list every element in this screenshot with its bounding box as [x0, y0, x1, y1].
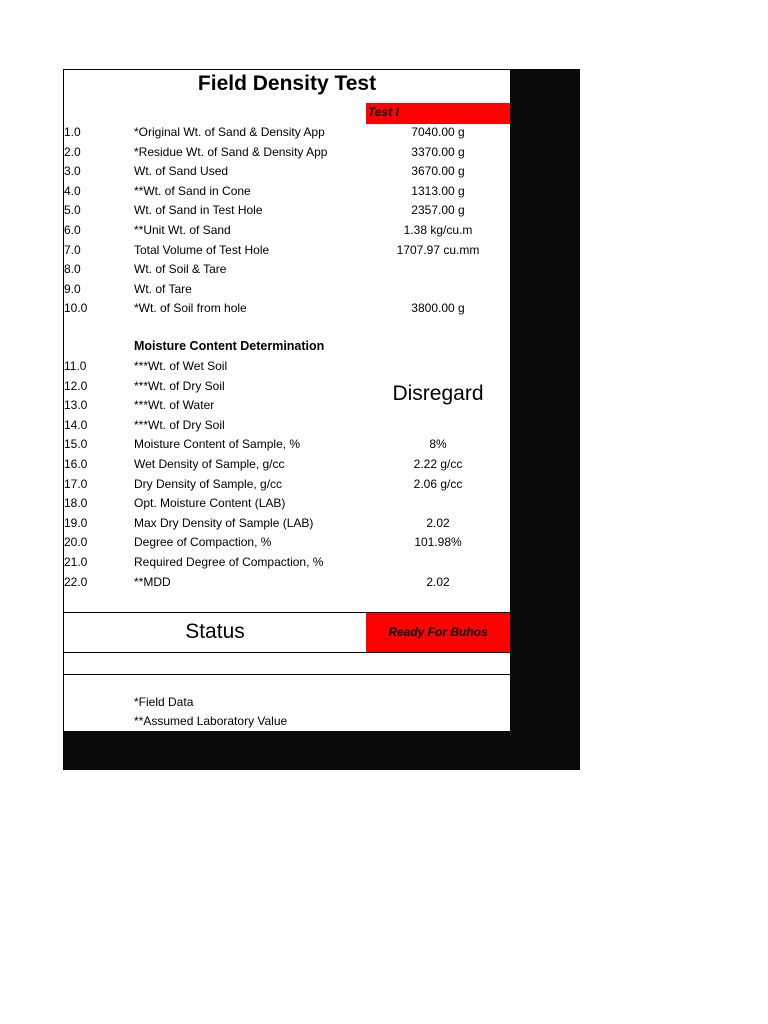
row-number: 21.0 [64, 555, 88, 569]
row-number: 14.0 [64, 417, 88, 432]
row-number: 3.0 [64, 164, 81, 179]
row-value: 1707.97 cu.mm [396, 242, 480, 257]
row-number: 19.0 [64, 515, 88, 530]
table-row [64, 455, 510, 474]
table-row [64, 182, 510, 201]
row-value: 2.06 g/cc [413, 476, 463, 491]
empty-row [64, 653, 510, 675]
table-row [64, 357, 510, 376]
row-label: Total Volume of Test Hole [134, 242, 270, 257]
row-value: 1.38 kg/cu.m [403, 223, 473, 237]
row-number: 16.0 [64, 457, 88, 471]
status-value: Ready For Buhos [366, 613, 510, 652]
row-number: 1.0 [64, 125, 81, 139]
row-number: 7.0 [64, 242, 81, 257]
row-value: 3670.00 g [411, 164, 465, 179]
row-label: ***Wt. of Dry Soil [134, 417, 225, 432]
row-number: 9.0 [64, 281, 81, 296]
row-value: 101.98% [414, 535, 462, 550]
row-value: 1313.00 g [411, 183, 465, 198]
table-row [64, 221, 510, 240]
table-row [64, 162, 510, 181]
note-assumed-lab-value: **Assumed Laboratory Value [134, 714, 288, 728]
row-value: 2357.00 g [411, 203, 465, 218]
table-row [64, 396, 510, 415]
row-number: 20.0 [64, 535, 88, 550]
row-label: **Wt. of Sand in Cone [134, 183, 251, 198]
table-row [64, 573, 510, 592]
table-row [64, 280, 510, 299]
row-number: 17.0 [64, 476, 88, 491]
row-label: Degree of Compaction, % [134, 535, 272, 550]
disregard-label: Disregard [392, 382, 484, 405]
row-number: 22.0 [64, 574, 88, 589]
row-number: 5.0 [64, 203, 81, 218]
row-label: Max Dry Density of Sample (LAB) [134, 515, 314, 530]
table-row [64, 494, 510, 513]
row-label: Wt. of Soil & Tare [134, 262, 227, 277]
row-label: **Unit Wt. of Sand [134, 223, 231, 237]
table-row [64, 514, 510, 533]
row-number: 10.0 [64, 301, 88, 316]
page-title: Field Density Test [197, 72, 377, 95]
row-value: 7040.00 g [411, 125, 465, 139]
table-row [64, 299, 510, 318]
table-row [64, 553, 510, 572]
row-number: 12.0 [64, 378, 88, 393]
status-label: Status [185, 620, 245, 643]
row-label: Moisture Content of Sample, % [134, 437, 301, 452]
row-label: Wt. of Sand in Test Hole [134, 203, 263, 218]
row-number: 13.0 [64, 398, 88, 413]
row-number: 2.0 [64, 144, 81, 159]
row-value: 3370.00 g [411, 144, 465, 159]
row-number: 18.0 [64, 496, 88, 511]
row-value: 2.02 [426, 515, 450, 530]
row-label: Wet Density of Sample, g/cc [134, 457, 285, 471]
table-row [64, 123, 510, 142]
table-row [64, 201, 510, 220]
table-row [64, 416, 510, 435]
row-value: 3800.00 g [411, 301, 465, 316]
row-label: *Residue Wt. of Sand & Density App [134, 144, 328, 159]
row-number: 8.0 [64, 262, 81, 277]
status-box [64, 612, 510, 653]
row-number: 15.0 [64, 437, 88, 452]
table-row [64, 143, 510, 162]
table-row [64, 533, 510, 552]
row-number: 4.0 [64, 183, 81, 198]
row-number: 6.0 [64, 223, 81, 237]
test-header: Test I [366, 103, 510, 124]
row-value: 8% [429, 437, 447, 452]
row-label: *Wt. of Soil from hole [134, 301, 247, 316]
row-value: 2.22 g/cc [413, 457, 463, 471]
row-label: Dry Density of Sample, g/cc [134, 476, 283, 491]
moisture-section-title: Moisture Content Determination [134, 339, 325, 353]
row-label: Wt. of Sand Used [134, 164, 229, 179]
row-label: Opt. Moisture Content (LAB) [134, 496, 286, 511]
row-label: ***Wt. of Dry Soil [134, 378, 225, 393]
row-label: Wt. of Tare [134, 281, 192, 296]
table-row [64, 260, 510, 279]
note-field-data: *Field Data [134, 695, 194, 709]
row-number: 11.0 [64, 359, 87, 373]
table-row [64, 475, 510, 494]
table-row [64, 377, 510, 396]
table-row [64, 435, 510, 454]
row-label: *Original Wt. of Sand & Density App [134, 125, 325, 139]
table-row [64, 241, 510, 260]
row-label: ***Wt. of Water [134, 398, 215, 413]
row-label: ***Wt. of Wet Soil [134, 359, 228, 373]
row-label: Required Degree of Compaction, % [134, 555, 324, 569]
row-value: 2.02 [426, 574, 450, 589]
row-label: **MDD [134, 574, 171, 589]
